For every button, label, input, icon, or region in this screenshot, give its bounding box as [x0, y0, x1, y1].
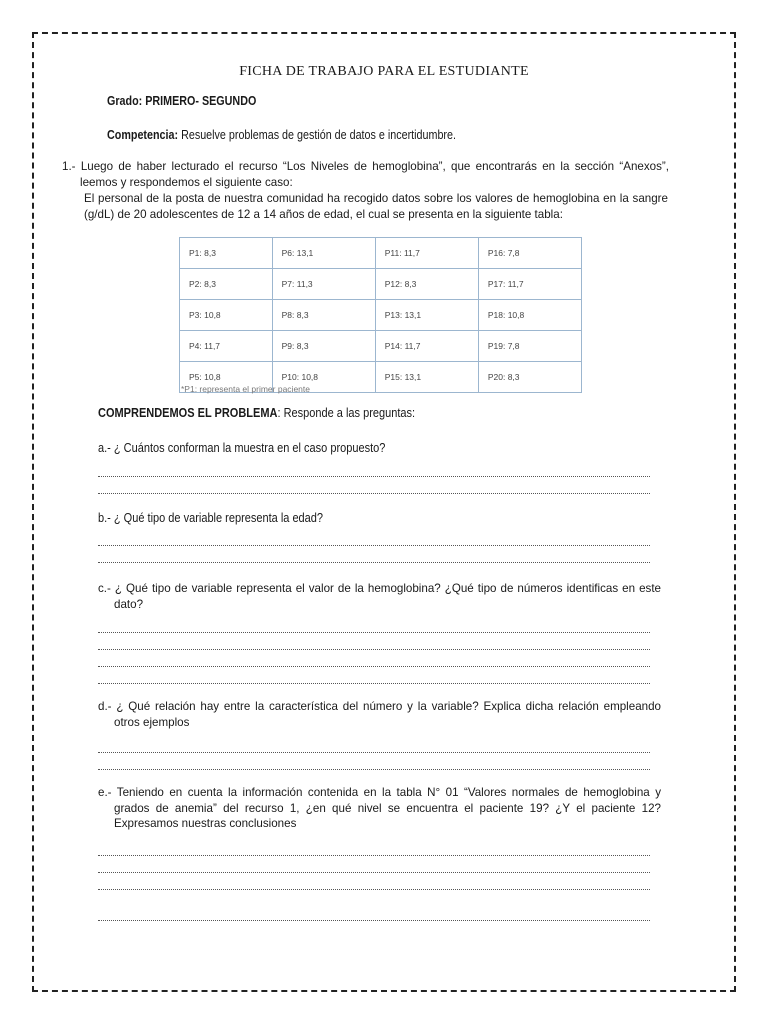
section-title: COMPRENDEMOS EL PROBLEMA [98, 406, 278, 420]
table-row [180, 238, 582, 269]
table-cell: P16: 7,8 [478, 238, 581, 269]
table-cell: P17: 11,7 [478, 269, 581, 300]
table-row [180, 331, 582, 362]
section-instruction: : Responde a las preguntas: [277, 406, 416, 420]
question-e: e.- Teniendo en cuenta la información contenida en la tabla N° 01 “Valores normales de hemoglobina y grados de anemia” del recurso 1, ¿en qué nivel se encuentra el paciente 19? ¿Y el paciente 12? Expresamos nuestras conclusiones [98, 786, 661, 830]
problem-intro: 1.- Luego de haber lecturado el recurso “Los Niveles de hemoglobina”, que encontrarás en la sección “Anexos”, leemos y respondemos el siguiente caso: [62, 160, 669, 189]
answer-line[interactable] [98, 666, 650, 667]
question-d: d.- ¿ Qué relación hay entre la característica del número y la variable? Explica dicha relación empleando otros ejemplos [98, 700, 661, 729]
question-b: b.- ¿ Qué tipo de variable representa la edad? [98, 511, 324, 525]
table-cell: P7: 11,3 [272, 269, 375, 300]
table-row [180, 269, 582, 300]
table-cell: P19: 7,8 [478, 331, 581, 362]
answer-line[interactable] [98, 752, 650, 753]
competence-label: Competencia: [107, 128, 179, 142]
table-cell: P5: 10,8 [180, 362, 273, 393]
answer-line[interactable] [98, 683, 650, 684]
page-title: FICHA DE TRABAJO PARA EL ESTUDIANTE [239, 64, 529, 79]
answer-line[interactable] [98, 889, 650, 890]
table-cell: P8: 8,3 [272, 300, 375, 331]
table-cell: P20: 8,3 [478, 362, 581, 393]
table-cell: P15: 13,1 [375, 362, 478, 393]
table-cell: P1: 8,3 [180, 238, 273, 269]
competence-text: Resuelve problemas de gestión de datos e incertidumbre. [181, 128, 456, 142]
table-cell: P9: 8,3 [272, 331, 375, 362]
answer-line[interactable] [98, 855, 650, 856]
answer-line[interactable] [98, 545, 650, 546]
answer-line[interactable] [98, 769, 650, 770]
table-cell: P11: 11,7 [375, 238, 478, 269]
table-cell: P10: 10,8 [272, 362, 375, 393]
competence-line [107, 128, 456, 143]
table-cell: P18: 10,8 [478, 300, 581, 331]
section-heading [98, 406, 415, 421]
answer-line[interactable] [98, 649, 650, 650]
answer-line[interactable] [98, 562, 650, 563]
table-cell: P3: 10,8 [180, 300, 273, 331]
grade-label: Grado: PRIMERO- SEGUNDO [107, 94, 257, 108]
question-c: c.- ¿ Qué tipo de variable representa el valor de la hemoglobina? ¿Qué tipo de números identificas en este dato? [98, 582, 661, 611]
answer-line[interactable] [98, 476, 650, 477]
table-note: *P1: representa el primer paciente [181, 384, 310, 394]
table-cell: P14: 11,7 [375, 331, 478, 362]
problem-context: El personal de la posta de nuestra comunidad ha recogido datos sobre los valores de hemoglobina en la sangre (g/dL) de 20 adolescentes de 12 a 14 años de edad, el cual se presenta en la siguiente tabla: [84, 192, 668, 221]
table-row [180, 300, 582, 331]
answer-line[interactable] [98, 920, 650, 921]
table-cell: P12: 8,3 [375, 269, 478, 300]
table-cell: P4: 11,7 [180, 331, 273, 362]
table-cell: P6: 13,1 [272, 238, 375, 269]
table-cell: P13: 13,1 [375, 300, 478, 331]
table-cell: P2: 8,3 [180, 269, 273, 300]
question-a: a.- ¿ Cuántos conforman la muestra en el caso propuesto? [98, 441, 386, 455]
hemoglobin-table [179, 237, 582, 393]
answer-line[interactable] [98, 872, 650, 873]
answer-line[interactable] [98, 493, 650, 494]
answer-line[interactable] [98, 632, 650, 633]
